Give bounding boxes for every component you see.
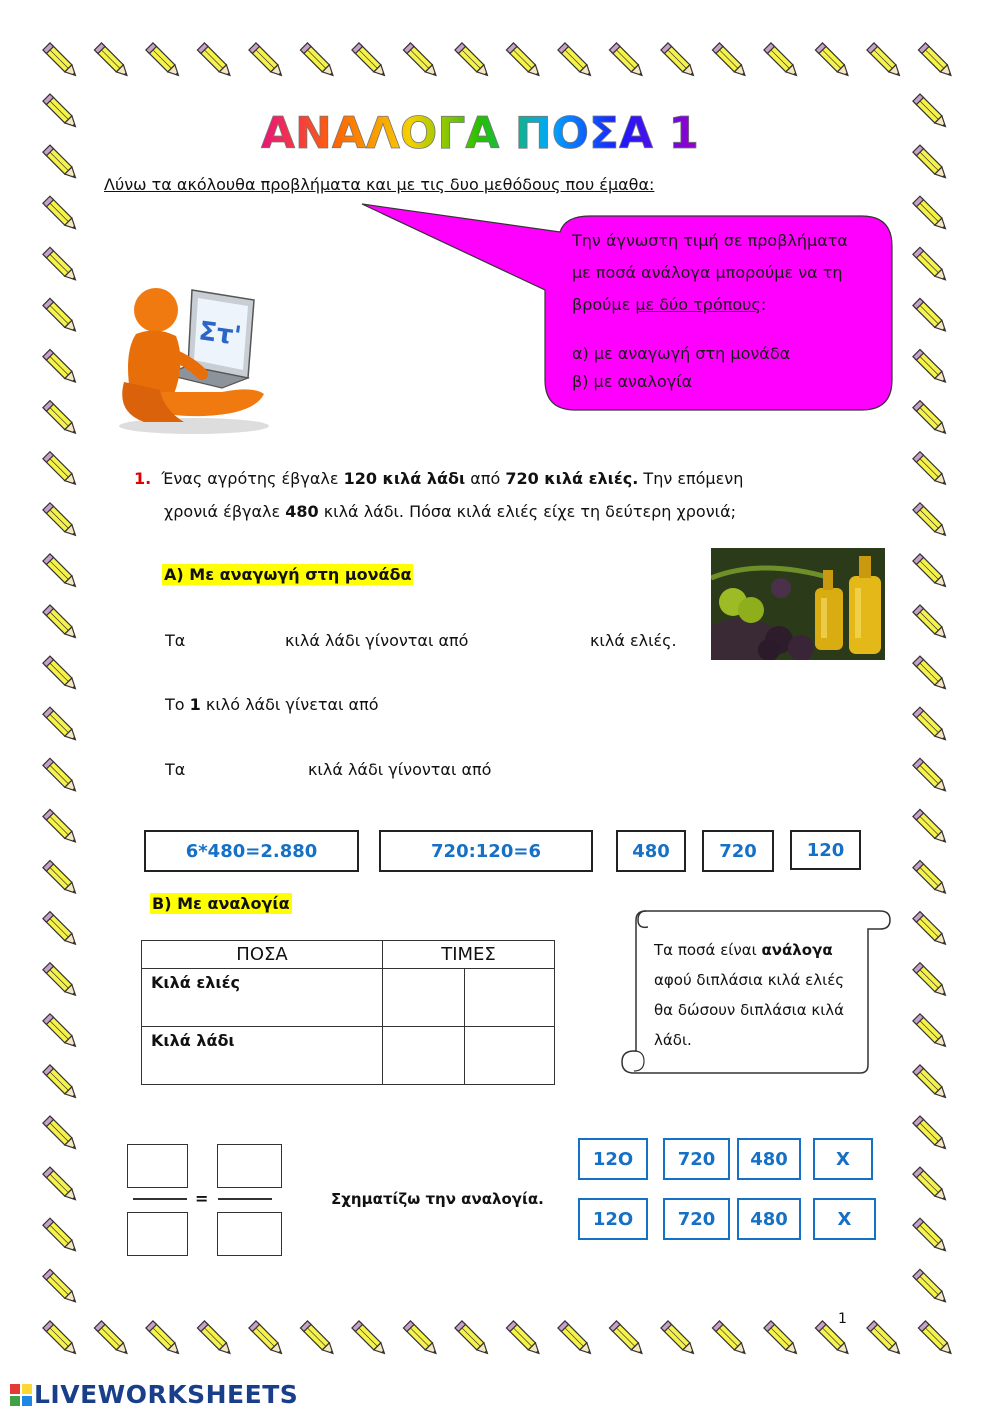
bubble-line-1: Την άγνωστη τιμή σε προβλήματα <box>572 231 848 250</box>
pencil-decoration <box>43 1167 79 1203</box>
pencil-decoration <box>913 1218 949 1254</box>
answer-chip[interactable]: 480 <box>737 1198 801 1240</box>
fraction-left-numerator-box[interactable] <box>127 1144 188 1188</box>
pencil-decoration <box>43 1269 79 1305</box>
answer-chip[interactable]: 480 <box>616 830 686 872</box>
fraction-right-denominator-box[interactable] <box>217 1212 282 1256</box>
pencil-decoration <box>913 503 949 539</box>
section-a-row-3-start: Τα <box>165 760 186 779</box>
pencil-decoration <box>43 1065 79 1101</box>
section-a-row-2: Το 1 κιλό λάδι γίνεται από <box>165 695 379 714</box>
pencil-decoration <box>146 1321 182 1357</box>
svg-text:Στ': Στ' <box>196 316 244 352</box>
answer-chip[interactable]: 720 <box>663 1198 730 1240</box>
pencil-decoration <box>913 1014 949 1050</box>
instruction-text: Λύνω τα ακόλουθα προβλήματα και με τις δυο μεθόδους που έμαθα: <box>104 175 655 194</box>
problem-1-line-2: χρονιά έβγαλε 480 κιλά λάδι. Πόσα κιλά ελιές είχε τη δεύτερη χρονιά; <box>164 502 737 521</box>
section-a-row-1-start: Τα <box>165 631 186 650</box>
answer-chip[interactable]: 480 <box>737 1138 801 1180</box>
pencil-decoration <box>913 809 949 845</box>
fraction-right-numerator-box[interactable] <box>217 1144 282 1188</box>
scroll-note-frame <box>618 905 893 1080</box>
table-cell-input[interactable] <box>383 1027 465 1085</box>
section-a-row-3-middle: κιλά λάδι γίνονται από <box>308 760 492 779</box>
pencil-decoration <box>43 963 79 999</box>
pencil-decoration <box>913 707 949 743</box>
pencil-decoration <box>661 1321 697 1357</box>
problem-1-line-1: 1. Ένας αγρότης έβγαλε 120 κιλά λάδι από 720 κιλά ελιές. Την επόμενη <box>134 469 744 488</box>
pencil-decoration <box>43 861 79 897</box>
answer-chip[interactable]: 6*480=2.880 <box>144 830 359 872</box>
fraction-left-denominator-box[interactable] <box>127 1212 188 1256</box>
pencil-decoration <box>43 707 79 743</box>
scroll-note-line-3: θα δώσουν διπλάσια κιλά <box>654 1001 845 1019</box>
answer-chip[interactable]: 720:120=6 <box>379 830 593 872</box>
pencil-decoration <box>913 1065 949 1101</box>
table-cell-input[interactable] <box>465 969 555 1027</box>
section-a-heading: Α) Με αναγωγή στη μονάδα <box>164 565 412 584</box>
bubble-line-4: α) με αναγωγή στη μονάδα <box>572 344 791 363</box>
olives-oil-image <box>711 548 885 660</box>
pencil-decoration <box>913 758 949 794</box>
fraction-line-left <box>133 1198 187 1200</box>
bubble-line-3: βρούμε με δύο τρόπους: <box>572 295 767 314</box>
table-cell-input[interactable] <box>383 969 465 1027</box>
table-cell-input[interactable] <box>465 1027 555 1085</box>
pencil-decoration <box>94 1321 130 1357</box>
pencil-decoration <box>300 1321 336 1357</box>
pencil-decoration <box>43 656 79 692</box>
pencil-decoration <box>43 1218 79 1254</box>
pencil-decoration <box>712 1321 748 1357</box>
pencil-decoration <box>43 1321 79 1357</box>
pencil-decoration <box>867 1321 903 1357</box>
pencil-decoration <box>913 1269 949 1305</box>
section-a-row-1-end: κιλά ελιές. <box>590 631 677 650</box>
table-header-times: ΤΙΜΕΣ <box>383 941 555 969</box>
bubble-line-5: β) με αναλογία <box>572 372 693 391</box>
pencil-decoration <box>918 1321 954 1357</box>
answer-chip[interactable]: 12O <box>578 1138 648 1180</box>
pencil-decoration <box>455 1321 491 1357</box>
section-a-row-1-middle: κιλά λάδι γίνονται από <box>285 631 469 650</box>
pencil-decoration <box>609 1321 645 1357</box>
fraction-line-right <box>218 1198 272 1200</box>
proportion-instruction: Σχηματίζω την αναλογία. <box>331 1190 544 1208</box>
pencil-decoration <box>506 1321 542 1357</box>
table-row-label: Κιλά λάδι <box>142 1027 383 1085</box>
liveworksheets-logo: LIVEWORKSHEETS <box>10 1380 298 1409</box>
pencil-decoration <box>352 1321 388 1357</box>
scroll-note-line-4: λάδι. <box>654 1031 692 1049</box>
pencil-decoration <box>913 912 949 948</box>
pencil-decoration <box>43 605 79 641</box>
pencil-decoration <box>249 1321 285 1357</box>
answer-chip[interactable]: X <box>813 1138 873 1180</box>
equals-sign: = <box>195 1189 209 1208</box>
pencil-decoration <box>913 1167 949 1203</box>
pencil-decoration <box>764 1321 800 1357</box>
pencil-decoration <box>43 554 79 590</box>
answer-chip[interactable]: 120 <box>790 830 861 870</box>
pencil-decoration <box>913 1116 949 1152</box>
answer-chip[interactable]: X <box>813 1198 876 1240</box>
pencil-decoration <box>43 758 79 794</box>
answer-chip[interactable]: 720 <box>702 830 774 872</box>
section-b-heading: Β) Με αναλογία <box>152 894 290 913</box>
pencil-decoration <box>43 912 79 948</box>
pencil-decoration <box>913 554 949 590</box>
scroll-note-line-1: Τα ποσά είναι ανάλογα <box>654 941 833 959</box>
pencil-decoration <box>43 1116 79 1152</box>
scroll-note-line-2: αφού διπλάσια κιλά ελιές <box>654 971 845 989</box>
table-header-posa: ΠΟΣΑ <box>142 941 383 969</box>
bubble-line-2: με ποσά ανάλογα μπορούμε να τη <box>572 263 843 282</box>
pencil-decoration <box>43 503 79 539</box>
pencil-decoration <box>913 861 949 897</box>
pencil-decoration <box>913 963 949 999</box>
pencil-decoration <box>403 1321 439 1357</box>
answer-chip[interactable]: 12O <box>578 1198 648 1240</box>
proportion-table <box>141 940 555 1085</box>
pencil-decoration <box>913 605 949 641</box>
pencil-decoration <box>558 1321 594 1357</box>
pencil-decoration <box>197 1321 233 1357</box>
answer-chip[interactable]: 720 <box>663 1138 730 1180</box>
pencil-decoration <box>43 809 79 845</box>
pencil-decoration <box>913 656 949 692</box>
logo-icon <box>10 1383 32 1405</box>
page-number: 1 <box>838 1311 847 1327</box>
pencil-decoration <box>43 1014 79 1050</box>
svg-text:ΑΝΑΛΟΓΑ ΠΟΣΑ 1: ΑΝΑΛΟΓΑ ΠΟΣΑ 1 <box>260 108 700 159</box>
person-laptop-illustration <box>104 282 274 436</box>
table-row-label: Κιλά ελιές <box>142 969 383 1027</box>
